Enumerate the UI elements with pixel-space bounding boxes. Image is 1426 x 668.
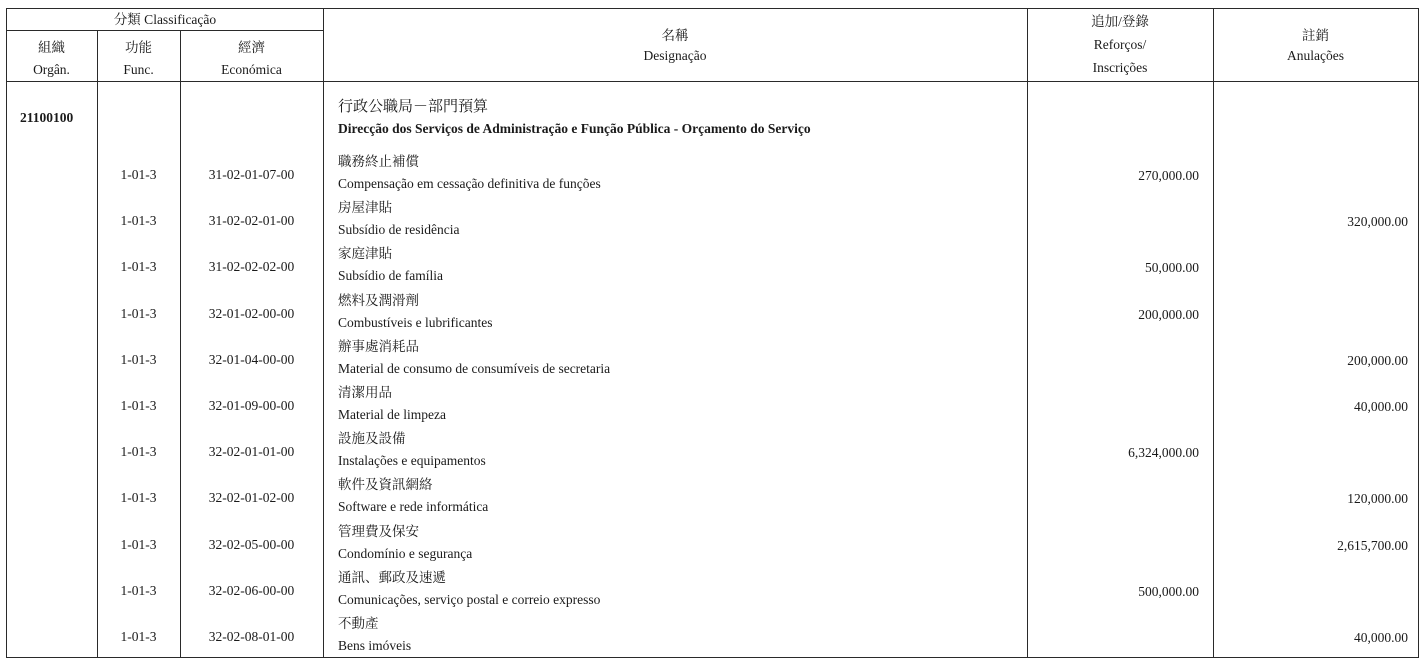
row-annulment: 2,615,700.00 xyxy=(1337,538,1408,553)
organ-code: 21100100 xyxy=(20,110,74,125)
row-annulment: 120,000.00 xyxy=(1347,491,1408,506)
row-name-pt: Material de consumo de consumíveis de secretaria xyxy=(338,361,611,376)
row-name-zh: 不動產 xyxy=(338,616,379,631)
organ-header-zh: 組織 xyxy=(38,40,65,55)
row-name-zh: 辦事處消耗品 xyxy=(338,339,419,354)
row-reinforcement: 6,324,000.00 xyxy=(1128,445,1199,460)
row-func-code: 1-01-3 xyxy=(120,629,157,644)
row-reinforcement: 500,000.00 xyxy=(1138,584,1199,599)
row-econ-code: 32-02-01-02-00 xyxy=(208,490,295,505)
row-func-code: 1-01-3 xyxy=(120,537,157,552)
func-header-pt: Func. xyxy=(123,62,154,77)
row-func-code: 1-01-3 xyxy=(120,213,157,228)
row-func-code: 1-01-3 xyxy=(120,352,157,367)
row-name-pt: Combustíveis e lubrificantes xyxy=(338,315,493,330)
row-econ-code: 32-01-02-00-00 xyxy=(208,306,295,321)
row-name-pt: Subsídio de família xyxy=(338,268,443,283)
row-name-pt: Compensação em cessação definitiva de funções xyxy=(338,176,601,191)
func-header-zh: 功能 xyxy=(125,40,152,55)
row-name-zh: 職務終止補償 xyxy=(338,154,419,169)
classification-header: 分類 Classificação xyxy=(113,12,217,27)
designation-header-pt: Designação xyxy=(643,48,707,63)
row-func-code: 1-01-3 xyxy=(120,583,157,598)
row-name-pt: Bens imóveis xyxy=(338,638,412,653)
col-line-4 xyxy=(1027,8,1028,658)
row-name-zh: 房屋津貼 xyxy=(338,200,392,215)
header-bottom-border xyxy=(6,81,1419,82)
designation-header-zh: 名稱 xyxy=(661,28,689,43)
row-name-pt: Software e rede informática xyxy=(338,499,489,514)
reinforcements-header-pt1: Reforços/ xyxy=(1093,37,1147,52)
row-annulment: 200,000.00 xyxy=(1347,353,1408,368)
row-econ-code: 31-02-01-07-00 xyxy=(208,167,295,182)
col-line-2 xyxy=(180,30,181,658)
row-econ-code: 32-01-04-00-00 xyxy=(208,352,295,367)
col-line-0 xyxy=(6,8,7,658)
row-name-pt: Subsídio de residência xyxy=(338,222,460,237)
reinforcements-header-pt2: Inscrições xyxy=(1092,60,1148,75)
organ-header-pt: Orgân. xyxy=(33,62,70,77)
row-econ-code: 31-02-02-02-00 xyxy=(208,259,295,274)
row-annulment: 320,000.00 xyxy=(1347,214,1408,229)
col-line-3 xyxy=(323,8,324,658)
row-func-code: 1-01-3 xyxy=(120,167,157,182)
table-bottom-border xyxy=(6,657,1419,658)
section-title-pt: Direcção dos Serviços de Administração e Função Pública - Orçamento do Serviço xyxy=(338,121,811,136)
row-func-code: 1-01-3 xyxy=(120,490,157,505)
classification-divider xyxy=(6,30,324,31)
row-name-zh: 燃料及潤滑劑 xyxy=(338,293,419,308)
econ-header-zh: 經濟 xyxy=(238,40,265,55)
row-name-zh: 清潔用品 xyxy=(338,385,392,400)
row-reinforcement: 270,000.00 xyxy=(1138,168,1199,183)
annulments-header-zh: 註銷 xyxy=(1302,28,1329,43)
row-name-zh: 通訊、郵政及速遞 xyxy=(338,570,446,585)
table-top-border xyxy=(6,8,1419,9)
annulments-header-pt: Anulações xyxy=(1287,48,1344,63)
row-econ-code: 32-01-09-00-00 xyxy=(208,398,295,413)
row-name-zh: 管理費及保安 xyxy=(338,524,419,539)
row-name-pt: Instalações e equipamentos xyxy=(338,453,486,468)
row-econ-code: 31-02-02-01-00 xyxy=(208,213,295,228)
row-name-pt: Comunicações, serviço postal e correio expresso xyxy=(338,592,601,607)
row-econ-code: 32-02-05-00-00 xyxy=(208,537,295,552)
row-name-pt: Material de limpeza xyxy=(338,407,446,422)
row-reinforcement: 200,000.00 xyxy=(1138,307,1199,322)
row-annulment: 40,000.00 xyxy=(1354,399,1408,414)
section-title-zh: 行政公職局－部門預算 xyxy=(338,99,489,115)
row-econ-code: 32-02-06-00-00 xyxy=(208,583,295,598)
row-name-zh: 軟件及資訊網絡 xyxy=(338,477,433,492)
row-name-pt: Condomínio e segurança xyxy=(338,546,473,561)
col-line-5 xyxy=(1213,8,1214,658)
row-name-zh: 家庭津貼 xyxy=(338,246,392,261)
econ-header-pt: Económica xyxy=(221,62,282,77)
row-econ-code: 32-02-01-01-00 xyxy=(208,444,295,459)
row-annulment: 40,000.00 xyxy=(1354,630,1408,645)
reinforcements-header-zh: 追加/登錄 xyxy=(1091,14,1149,29)
row-reinforcement: 50,000.00 xyxy=(1145,260,1199,275)
row-func-code: 1-01-3 xyxy=(120,398,157,413)
row-name-zh: 設施及設備 xyxy=(338,431,406,446)
col-line-6 xyxy=(1418,8,1419,658)
row-func-code: 1-01-3 xyxy=(120,444,157,459)
col-line-1 xyxy=(97,30,98,658)
row-func-code: 1-01-3 xyxy=(120,259,157,274)
row-func-code: 1-01-3 xyxy=(120,306,157,321)
row-econ-code: 32-02-08-01-00 xyxy=(208,629,295,644)
